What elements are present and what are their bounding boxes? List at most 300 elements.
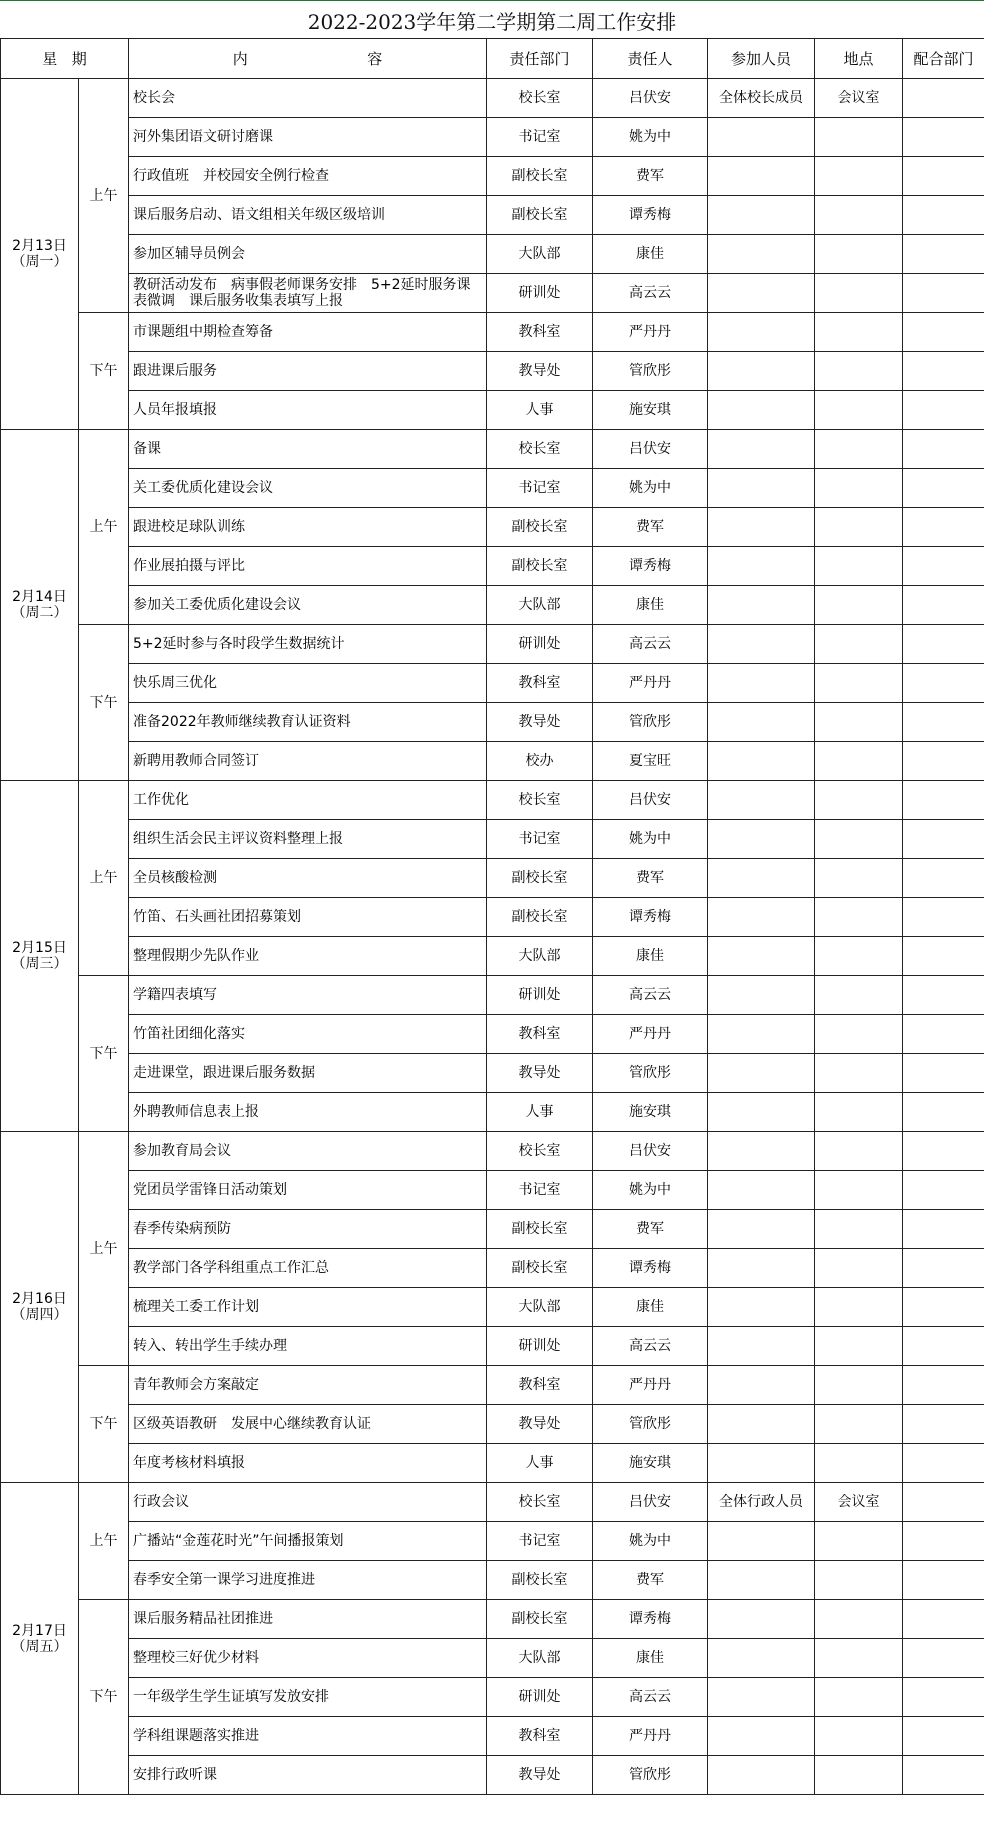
responsible-dept: 大队部 xyxy=(487,235,593,274)
responsible-dept: 人事 xyxy=(487,1093,593,1132)
task-content: 组织生活会民主评议资料整理上报 xyxy=(129,820,487,859)
task-content: 关工委优质化建设会议 xyxy=(129,469,487,508)
responsible-dept: 校办 xyxy=(487,742,593,781)
responsible-dept: 书记室 xyxy=(487,1171,593,1210)
participants xyxy=(708,1210,815,1249)
responsible-dept: 副校长室 xyxy=(487,1210,593,1249)
session-label: 上午 xyxy=(79,1483,129,1600)
location: 会议室 xyxy=(815,1483,903,1522)
table-row xyxy=(1,1054,984,1093)
location xyxy=(815,196,903,235)
location xyxy=(815,430,903,469)
responsible-dept: 书记室 xyxy=(487,469,593,508)
participants xyxy=(708,1600,815,1639)
participants xyxy=(708,118,815,157)
session-label: 下午 xyxy=(79,313,129,430)
table-row xyxy=(1,1288,984,1327)
responsible-person: 姚为中 xyxy=(593,1171,708,1210)
location xyxy=(815,1171,903,1210)
task-content: 全员核酸检测 xyxy=(129,859,487,898)
task-content: 市课题组中期检查筹备 xyxy=(129,313,487,352)
table-row xyxy=(1,1249,984,1288)
responsible-dept: 副校长室 xyxy=(487,547,593,586)
responsible-person: 康佳 xyxy=(593,1639,708,1678)
table-row xyxy=(1,235,984,274)
cooperating-dept xyxy=(903,1756,984,1795)
responsible-dept: 大队部 xyxy=(487,586,593,625)
table-row xyxy=(1,1093,984,1132)
responsible-person: 姚为中 xyxy=(593,469,708,508)
cooperating-dept xyxy=(903,1054,984,1093)
responsible-dept: 人事 xyxy=(487,391,593,430)
responsible-person: 姚为中 xyxy=(593,118,708,157)
responsible-person: 康佳 xyxy=(593,235,708,274)
task-content: 参加关工委优质化建设会议 xyxy=(129,586,487,625)
responsible-dept: 教导处 xyxy=(487,352,593,391)
responsible-person: 管欣彤 xyxy=(593,352,708,391)
day-date: 2月13日 xyxy=(12,238,67,254)
table-row xyxy=(1,547,984,586)
responsible-dept: 教科室 xyxy=(487,1366,593,1405)
table-row xyxy=(1,1171,984,1210)
task-content: 跟进课后服务 xyxy=(129,352,487,391)
day-cell xyxy=(1,1483,79,1795)
table-row xyxy=(1,859,984,898)
table-row xyxy=(1,1561,984,1600)
location xyxy=(815,1678,903,1717)
responsible-dept: 副校长室 xyxy=(487,157,593,196)
responsible-dept: 副校长室 xyxy=(487,859,593,898)
table-row xyxy=(1,1327,984,1366)
responsible-person: 谭秀梅 xyxy=(593,1249,708,1288)
day-weekday: （周四） xyxy=(11,1307,68,1323)
location xyxy=(815,703,903,742)
cooperating-dept xyxy=(903,1678,984,1717)
task-content: 河外集团语文研讨磨课 xyxy=(129,118,487,157)
task-content: 参加区辅导员例会 xyxy=(129,235,487,274)
responsible-person: 康佳 xyxy=(593,937,708,976)
header-cooperate: 配合部门 xyxy=(903,39,984,79)
day-cell xyxy=(1,1132,79,1483)
location xyxy=(815,352,903,391)
task-content: 外聘教师信息表上报 xyxy=(129,1093,487,1132)
table-row xyxy=(1,1678,984,1717)
location xyxy=(815,1015,903,1054)
participants xyxy=(708,703,815,742)
participants xyxy=(708,157,815,196)
responsible-person: 施安琪 xyxy=(593,391,708,430)
task-content: 教研活动发布 病事假老师课务安排 5+2延时服务课表微调 课后服务收集表填写上报 xyxy=(129,274,487,313)
responsible-person: 谭秀梅 xyxy=(593,547,708,586)
responsible-dept: 教导处 xyxy=(487,1405,593,1444)
responsible-dept: 书记室 xyxy=(487,118,593,157)
header-row xyxy=(1,39,984,79)
responsible-dept: 校长室 xyxy=(487,79,593,118)
cooperating-dept xyxy=(903,547,984,586)
task-content: 5+2延时参与各时段学生数据统计 xyxy=(129,625,487,664)
location xyxy=(815,859,903,898)
responsible-person: 吕伏安 xyxy=(593,781,708,820)
task-content: 课后服务精品社团推进 xyxy=(129,1600,487,1639)
header-content xyxy=(129,39,487,79)
responsible-person: 严丹丹 xyxy=(593,313,708,352)
cooperating-dept xyxy=(903,937,984,976)
responsible-person: 管欣彤 xyxy=(593,1405,708,1444)
participants xyxy=(708,1639,815,1678)
participants xyxy=(708,391,815,430)
responsible-dept: 副校长室 xyxy=(487,1249,593,1288)
participants xyxy=(708,469,815,508)
table-row xyxy=(1,1717,984,1756)
participants xyxy=(708,508,815,547)
header-weekday-b: 期 xyxy=(71,49,87,68)
participants: 全体校长成员 xyxy=(708,79,815,118)
day-cell xyxy=(1,430,79,781)
responsible-person: 管欣彤 xyxy=(593,1054,708,1093)
day-cell xyxy=(1,79,79,430)
responsible-person: 康佳 xyxy=(593,1288,708,1327)
table-row xyxy=(1,586,984,625)
responsible-person: 高云云 xyxy=(593,625,708,664)
location xyxy=(815,1249,903,1288)
table-row xyxy=(1,742,984,781)
table-row xyxy=(1,1444,984,1483)
responsible-dept: 副校长室 xyxy=(487,196,593,235)
cooperating-dept xyxy=(903,1249,984,1288)
location xyxy=(815,1600,903,1639)
responsible-person: 管欣彤 xyxy=(593,1756,708,1795)
cooperating-dept xyxy=(903,1522,984,1561)
session-label: 上午 xyxy=(79,430,129,625)
day-date: 2月17日 xyxy=(12,1622,67,1639)
location xyxy=(815,1561,903,1600)
location xyxy=(815,469,903,508)
day-weekday: （周二） xyxy=(11,605,68,621)
responsible-person: 吕伏安 xyxy=(593,1132,708,1171)
cooperating-dept xyxy=(903,703,984,742)
location xyxy=(815,820,903,859)
task-content: 竹笛社团细化落实 xyxy=(129,1015,487,1054)
cooperating-dept xyxy=(903,781,984,820)
day-date: 2月15日 xyxy=(12,940,67,956)
participants xyxy=(708,1015,815,1054)
task-content: 课后服务启动、语文组相关年级区级培训 xyxy=(129,196,487,235)
participants xyxy=(708,547,815,586)
cooperating-dept xyxy=(903,1405,984,1444)
responsible-person: 康佳 xyxy=(593,586,708,625)
responsible-dept: 校长室 xyxy=(487,430,593,469)
responsible-person: 施安琪 xyxy=(593,1444,708,1483)
location xyxy=(815,157,903,196)
session-label: 下午 xyxy=(79,1600,129,1795)
header-weekday-a: 星 xyxy=(42,49,58,68)
table-row xyxy=(1,1483,984,1522)
cooperating-dept xyxy=(903,1288,984,1327)
responsible-dept: 教导处 xyxy=(487,703,593,742)
table-row xyxy=(1,820,984,859)
participants xyxy=(708,1054,815,1093)
responsible-person: 费军 xyxy=(593,1210,708,1249)
session-label: 下午 xyxy=(79,976,129,1132)
session-label: 上午 xyxy=(79,79,129,313)
responsible-person: 姚为中 xyxy=(593,820,708,859)
participants xyxy=(708,274,815,313)
day-weekday: （周五） xyxy=(11,1638,68,1655)
cooperating-dept xyxy=(903,742,984,781)
location xyxy=(815,1366,903,1405)
cooperating-dept xyxy=(903,1483,984,1522)
task-content: 工作优化 xyxy=(129,781,487,820)
responsible-dept: 教导处 xyxy=(487,1756,593,1795)
cooperating-dept xyxy=(903,1600,984,1639)
table-row xyxy=(1,937,984,976)
responsible-person: 吕伏安 xyxy=(593,79,708,118)
task-content: 教学部门各学科组重点工作汇总 xyxy=(129,1249,487,1288)
session-label: 上午 xyxy=(79,1132,129,1366)
responsible-dept: 研训处 xyxy=(487,1678,593,1717)
header-participants: 参加人员 xyxy=(708,39,815,79)
cooperating-dept xyxy=(903,118,984,157)
task-content: 广播站“金莲花时光”午间播报策划 xyxy=(129,1522,487,1561)
table-row xyxy=(1,1522,984,1561)
cooperating-dept xyxy=(903,469,984,508)
table-row xyxy=(1,1756,984,1795)
header-content-a: 内 xyxy=(232,49,248,68)
location xyxy=(815,781,903,820)
table-row xyxy=(1,157,984,196)
participants xyxy=(708,1678,815,1717)
table-row xyxy=(1,1132,984,1171)
task-content: 区级英语教研 发展中心继续教育认证 xyxy=(129,1405,487,1444)
participants xyxy=(708,976,815,1015)
day-cell xyxy=(1,781,79,1132)
cooperating-dept xyxy=(903,625,984,664)
cooperating-dept xyxy=(903,664,984,703)
task-content: 春季传染病预防 xyxy=(129,1210,487,1249)
responsible-person: 施安琪 xyxy=(593,1093,708,1132)
participants xyxy=(708,313,815,352)
location xyxy=(815,1522,903,1561)
task-content: 新聘用教师合同签订 xyxy=(129,742,487,781)
cooperating-dept xyxy=(903,1015,984,1054)
location xyxy=(815,1054,903,1093)
participants xyxy=(708,781,815,820)
responsible-person: 姚为中 xyxy=(593,1522,708,1561)
participants xyxy=(708,1522,815,1561)
responsible-dept: 副校长室 xyxy=(487,1561,593,1600)
task-content: 春季安全第一课学习进度推进 xyxy=(129,1561,487,1600)
table-row xyxy=(1,625,984,664)
task-content: 跟进校足球队训练 xyxy=(129,508,487,547)
responsible-dept: 研训处 xyxy=(487,625,593,664)
participants xyxy=(708,1366,815,1405)
page-title: 2022-2023学年第二学期第二周工作安排 xyxy=(0,0,984,39)
task-content: 走进课堂，跟进课后服务数据 xyxy=(129,1054,487,1093)
responsible-dept: 研训处 xyxy=(487,1327,593,1366)
location xyxy=(815,274,903,313)
task-content: 安排行政听课 xyxy=(129,1756,487,1795)
task-content: 学科组课题落实推进 xyxy=(129,1717,487,1756)
responsible-dept: 大队部 xyxy=(487,1288,593,1327)
session-label: 下午 xyxy=(79,625,129,781)
task-content: 一年级学生学生证填写发放安排 xyxy=(129,1678,487,1717)
cooperating-dept xyxy=(903,157,984,196)
header-dept: 责任部门 xyxy=(487,39,593,79)
responsible-dept: 校长室 xyxy=(487,781,593,820)
task-content: 年度考核材料填报 xyxy=(129,1444,487,1483)
task-content: 作业展拍摄与评比 xyxy=(129,547,487,586)
day-date: 2月16日 xyxy=(12,1291,67,1307)
table-row xyxy=(1,430,984,469)
header-person: 责任人 xyxy=(593,39,708,79)
location xyxy=(815,508,903,547)
cooperating-dept xyxy=(903,1327,984,1366)
location xyxy=(815,1327,903,1366)
participants xyxy=(708,1405,815,1444)
responsible-dept: 校长室 xyxy=(487,1483,593,1522)
cooperating-dept xyxy=(903,1210,984,1249)
task-content: 人员年报填报 xyxy=(129,391,487,430)
participants xyxy=(708,937,815,976)
cooperating-dept xyxy=(903,976,984,1015)
location xyxy=(815,742,903,781)
cooperating-dept xyxy=(903,1639,984,1678)
participants xyxy=(708,1327,815,1366)
responsible-dept: 教科室 xyxy=(487,664,593,703)
table-row xyxy=(1,352,984,391)
cooperating-dept xyxy=(903,313,984,352)
responsible-person: 谭秀梅 xyxy=(593,898,708,937)
responsible-person: 谭秀梅 xyxy=(593,1600,708,1639)
cooperating-dept xyxy=(903,586,984,625)
location xyxy=(815,664,903,703)
table-row xyxy=(1,781,984,820)
task-content: 行政值班 并校园安全例行检查 xyxy=(129,157,487,196)
task-content: 转入、转出学生手续办理 xyxy=(129,1327,487,1366)
cooperating-dept xyxy=(903,1444,984,1483)
participants xyxy=(708,664,815,703)
session-label: 下午 xyxy=(79,1366,129,1483)
location xyxy=(815,118,903,157)
location xyxy=(815,1639,903,1678)
location xyxy=(815,976,903,1015)
day-weekday: （周一） xyxy=(11,254,68,270)
responsible-dept: 大队部 xyxy=(487,1639,593,1678)
responsible-person: 吕伏安 xyxy=(593,430,708,469)
location xyxy=(815,1093,903,1132)
responsible-dept: 研训处 xyxy=(487,274,593,313)
cooperating-dept xyxy=(903,430,984,469)
location xyxy=(815,937,903,976)
participants xyxy=(708,430,815,469)
responsible-dept: 校长室 xyxy=(487,1132,593,1171)
table-row xyxy=(1,976,984,1015)
responsible-person: 严丹丹 xyxy=(593,1015,708,1054)
table-row xyxy=(1,313,984,352)
task-content: 校长会 xyxy=(129,79,487,118)
task-content: 学籍四表填写 xyxy=(129,976,487,1015)
table-row xyxy=(1,79,984,118)
responsible-dept: 大队部 xyxy=(487,937,593,976)
responsible-person: 严丹丹 xyxy=(593,1366,708,1405)
participants xyxy=(708,352,815,391)
header-content-b: 容 xyxy=(367,49,383,68)
responsible-person: 管欣彤 xyxy=(593,703,708,742)
participants xyxy=(708,1717,815,1756)
cooperating-dept xyxy=(903,1561,984,1600)
task-content: 参加教育局会议 xyxy=(129,1132,487,1171)
participants xyxy=(708,586,815,625)
table-row xyxy=(1,703,984,742)
responsible-dept: 副校长室 xyxy=(487,508,593,547)
table-row xyxy=(1,274,984,313)
participants xyxy=(708,1093,815,1132)
participants xyxy=(708,235,815,274)
cooperating-dept xyxy=(903,820,984,859)
responsible-dept: 书记室 xyxy=(487,820,593,859)
location xyxy=(815,313,903,352)
participants xyxy=(708,820,815,859)
table-row xyxy=(1,1405,984,1444)
participants xyxy=(708,625,815,664)
cooperating-dept xyxy=(903,391,984,430)
responsible-dept: 研训处 xyxy=(487,976,593,1015)
cooperating-dept xyxy=(903,196,984,235)
task-content: 整理假期少先队作业 xyxy=(129,937,487,976)
cooperating-dept xyxy=(903,79,984,118)
participants xyxy=(708,1756,815,1795)
participants: 全体行政人员 xyxy=(708,1483,815,1522)
responsible-person: 严丹丹 xyxy=(593,1717,708,1756)
table-row xyxy=(1,1639,984,1678)
participants xyxy=(708,1288,815,1327)
location xyxy=(815,1444,903,1483)
location xyxy=(815,1288,903,1327)
table-row xyxy=(1,1210,984,1249)
task-content: 备课 xyxy=(129,430,487,469)
day-date: 2月14日 xyxy=(12,589,67,605)
location xyxy=(815,391,903,430)
schedule-table xyxy=(0,38,984,1795)
location xyxy=(815,625,903,664)
header-location: 地点 xyxy=(815,39,903,79)
header-weekday xyxy=(1,39,129,79)
cooperating-dept xyxy=(903,508,984,547)
responsible-person: 高云云 xyxy=(593,274,708,313)
location xyxy=(815,235,903,274)
responsible-person: 费军 xyxy=(593,508,708,547)
cooperating-dept xyxy=(903,898,984,937)
table-row xyxy=(1,118,984,157)
table-row xyxy=(1,508,984,547)
cooperating-dept xyxy=(903,1093,984,1132)
task-content: 快乐周三优化 xyxy=(129,664,487,703)
responsible-person: 高云云 xyxy=(593,976,708,1015)
table-row xyxy=(1,898,984,937)
session-label: 上午 xyxy=(79,781,129,976)
day-weekday: （周三） xyxy=(11,956,68,972)
responsible-dept: 教科室 xyxy=(487,1015,593,1054)
responsible-person: 高云云 xyxy=(593,1327,708,1366)
location xyxy=(815,1210,903,1249)
table-row xyxy=(1,664,984,703)
location xyxy=(815,1717,903,1756)
task-content: 行政会议 xyxy=(129,1483,487,1522)
table-row xyxy=(1,391,984,430)
responsible-person: 高云云 xyxy=(593,1678,708,1717)
cooperating-dept xyxy=(903,1717,984,1756)
task-content: 党团员学雷锋日活动策划 xyxy=(129,1171,487,1210)
